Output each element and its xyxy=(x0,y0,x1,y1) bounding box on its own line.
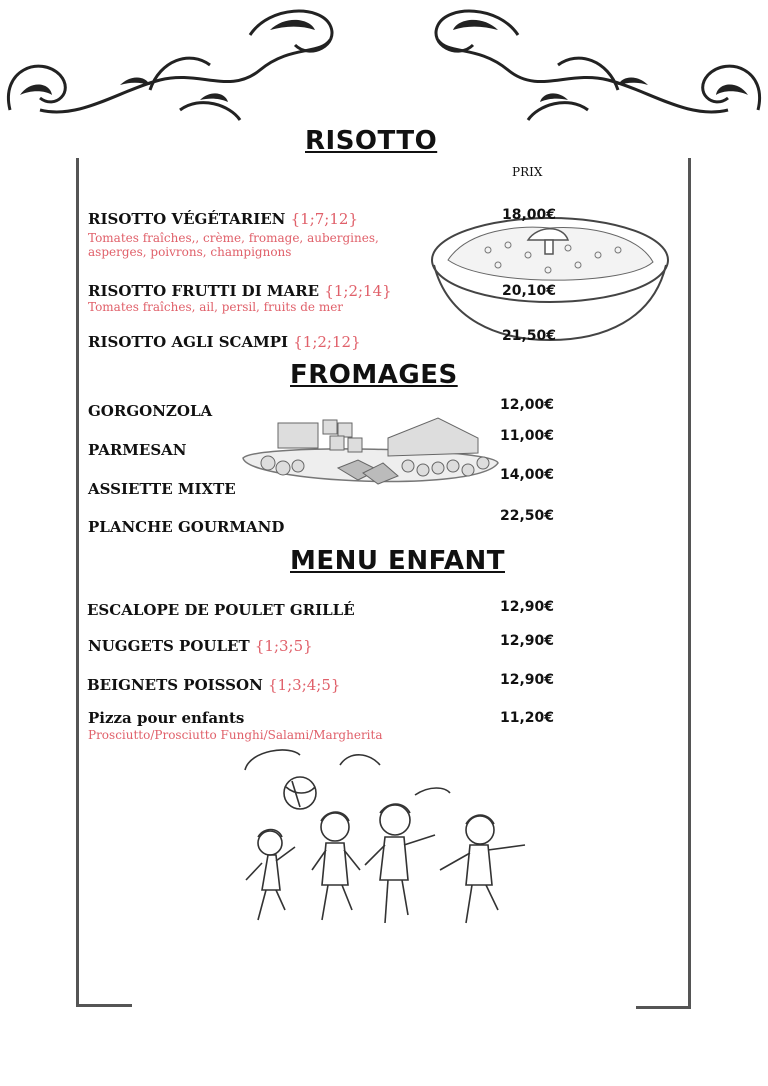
children-playing-icon xyxy=(230,745,540,945)
price-column-header: PRIX xyxy=(512,165,543,179)
ornament-right-icon xyxy=(428,0,768,135)
item-price: 12,90€ xyxy=(500,633,555,649)
frame-line-right xyxy=(688,158,691,1008)
menu-item-nuggets-poulet xyxy=(88,637,313,655)
item-allergens: {1;3;5} xyxy=(254,637,313,655)
item-name: RISOTTO AGLI SCAMPI xyxy=(88,333,289,351)
risotto-bowl-icon xyxy=(428,210,673,345)
frame-line-left xyxy=(76,158,79,1006)
item-allergens: {1;2;12} xyxy=(293,333,361,351)
menu-item-escalope-poulet: ESCALOPE DE POULET GRILLÉ xyxy=(87,601,355,619)
cheese-board-icon xyxy=(238,408,503,493)
item-price: 22,50€ xyxy=(500,508,555,524)
menu-item-risotto-frutti-di-mare xyxy=(88,282,392,300)
section-title-fromages: FROMAGES xyxy=(290,360,458,390)
item-allergens: {1;2;14} xyxy=(324,282,392,300)
item-price: 18,00€ xyxy=(502,207,557,223)
item-price: 12,00€ xyxy=(500,397,555,413)
menu-item-risotto-agli-scampi xyxy=(88,333,361,351)
item-price: 11,00€ xyxy=(500,428,555,444)
menu-item-pizza-enfants: Pizza pour enfants xyxy=(88,709,245,727)
item-name: BEIGNETS POISSON xyxy=(87,676,263,694)
item-name: NUGGETS POULET xyxy=(88,637,250,655)
item-price: 14,00€ xyxy=(500,467,555,483)
item-allergens: {1;7;12} xyxy=(290,210,358,228)
item-price: 20,10€ xyxy=(502,283,557,299)
ornament-left-icon xyxy=(0,0,340,135)
menu-item-beignets-poisson xyxy=(87,676,340,694)
item-price: 12,90€ xyxy=(500,672,555,688)
item-description: Prosciutto/Prosciutto Funghi/Salami/Margherita xyxy=(88,728,383,742)
item-description: Tomates fraîches, ail, persil, fruits de mer xyxy=(88,300,344,314)
item-name: RISOTTO VÉGÉTARIEN xyxy=(88,210,286,228)
section-title-menu-enfant: MENU ENFANT xyxy=(290,546,505,576)
item-price: 11,20€ xyxy=(500,710,555,726)
item-name: RISOTTO FRUTTI DI MARE xyxy=(88,282,320,300)
menu-item-risotto-vegetarien xyxy=(88,210,358,228)
menu-item-gorgonzola: GORGONZOLA xyxy=(88,402,213,420)
menu-item-parmesan: PARMESAN xyxy=(88,441,187,459)
item-price: 21,50€ xyxy=(502,328,557,344)
menu-item-assiette-mixte: ASSIETTE MIXTE xyxy=(88,480,236,498)
item-description: Tomates fraîches,, crème, fromage, aubergines, asperges, poivrons, champignons xyxy=(88,231,379,259)
item-price: 12,90€ xyxy=(500,599,555,615)
item-allergens: {1;3;4;5} xyxy=(268,676,341,694)
frame-foot-right xyxy=(636,1006,691,1009)
menu-item-planche-gourmand: PLANCHE GOURMAND xyxy=(88,518,285,536)
section-title-risotto: RISOTTO xyxy=(305,126,438,156)
frame-foot-left xyxy=(76,1004,132,1007)
